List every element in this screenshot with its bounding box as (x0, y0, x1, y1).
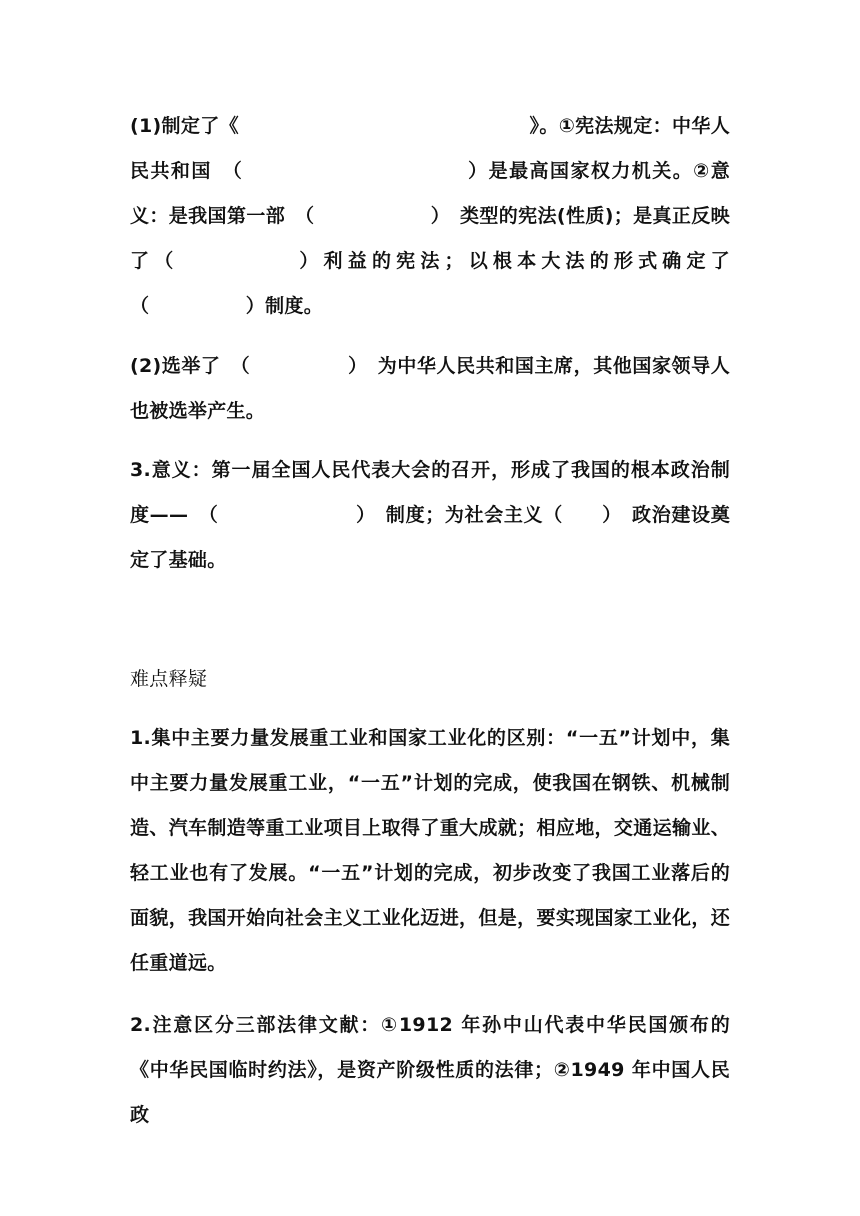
election-paragraph: (2)选举了 （ ） 为中华人民共和国主席，其他国家领导人也被选举产生。 (130, 355, 730, 422)
constitution-paragraph: (1)制定了《 》。①宪法规定：中华人民共和国 （ ）是最高国家权力机关。②意义：是我国第一部 （ ） 类型的宪法(性质)；是真正反映了（ ）利益的宪法；以根本大法的形式确定了（ ）制度。 (130, 115, 730, 317)
section-heading: 难点释疑 (130, 668, 208, 690)
legal-documents-paragraph: 2.注意区分三部法律文献：①1912 年孙中山代表中华民国颁布的《中华民国临时约法》，是资产阶级性质的法律；②1949 年中国人民政 (130, 1014, 730, 1126)
industrialization-paragraph: 1.集中主要力量发展重工业和国家工业化的区别：“一五”计划中，集中主要力量发展重工业，“一五”计划的完成，使我国在钢铁、机械制造、汽车制造等重工业项目上取得了重大成就；相应地，交通运输业、轻工业也有了发展。“一五”计划的完成，初步改变了我国工业落后的面貌，我国开始向社会主义工业化迈进，但是，要实现国家工业化，还任重道远。 (130, 727, 730, 974)
significance-paragraph: 3.意义：第一届全国人民代表大会的召开，形成了我国的根本政治制度—— （ ） 制度；为社会主义（ ） 政治建设奠定了基础。 (130, 459, 730, 571)
